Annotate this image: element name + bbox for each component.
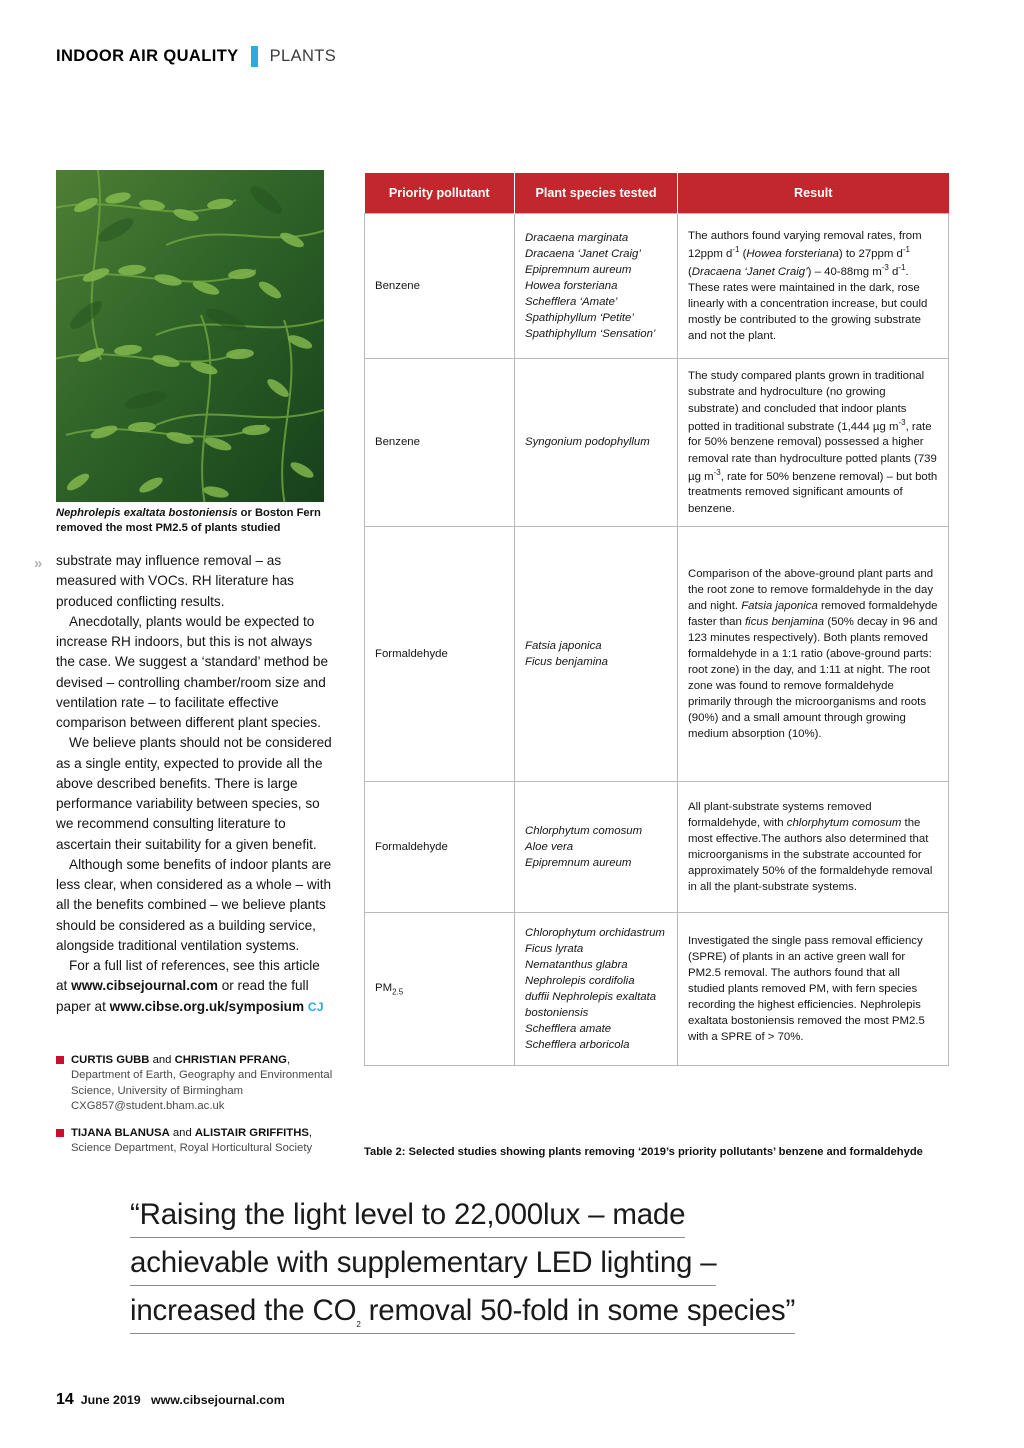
- byline-1: [56, 1053, 336, 1114]
- byline-1-comma: ,: [286, 1054, 291, 1066]
- cell-result: The authors found varying removal rates, from 12ppm $d^{-1}$ (Howea forsteriana) to 27ppm $d^{-1}$ (Dracaena ‘Janet Craig’) – 40-88mg $m^{-3}$ $d^{-1}$. These rates were maintained in the dark, rose linearly with a concentration increase, but could mostly be contributed to the growing substrate and not the plant.: [678, 214, 949, 359]
- table-row: [365, 359, 949, 527]
- table-header-species: Plant species tested: [515, 173, 678, 214]
- table-row: [365, 782, 949, 913]
- cell-result: Investigated the single pass removal efficiency (SPRE) of plants in an active green wall for PM2.5 removal. The authors found that all studied plants removed PM, with fern species recording the highest efficiencies. Nephrolepis exaltata bostoniensis removed the most PM2.5 with a SPRE of > 70%.: [678, 913, 949, 1066]
- article-body-column: [34, 551, 332, 1017]
- footer-website: www.cibsejournal.com: [150, 1393, 285, 1407]
- pull-quote-line-3a: increased the CO: [130, 1293, 357, 1327]
- cell-pollutant: Formaldehyde: [365, 782, 515, 913]
- species-item: Ficus benjamina: [525, 656, 608, 668]
- byline-bullet-icon: [56, 1129, 64, 1137]
- byline-1-names: [71, 1053, 336, 1068]
- species-item: Dracaena ‘Janet Craig’: [525, 247, 641, 260]
- studies-table: [364, 173, 949, 1066]
- byline-2-names: [71, 1126, 336, 1141]
- species-item: Howea forsteriana: [525, 279, 618, 292]
- photo-caption-species: Nephrolepis exaltata bostoniensis: [56, 507, 238, 519]
- byline-1-detail: Department of Earth, Geography and Environmental Science, University of Birmingham CXG857@student.bham.ac.uk: [71, 1069, 333, 1112]
- table-row: [365, 527, 949, 782]
- header-section-label: PLANTS: [269, 47, 337, 65]
- photo-caption: [56, 506, 328, 536]
- table-row: [365, 913, 949, 1066]
- issue-date: June 2019: [80, 1393, 141, 1407]
- species-item: Chlorphytum comosum: [525, 824, 643, 837]
- cell-result: Comparison of the above-ground plant parts and the root zone to remove formaldehyde in the day and night. Fatsia japonica removed formaldehyde faster than ficus benjamina (50% decay in 96 and 123 minutes respectively). Both plants removed formaldehyde in a 1:1 ratio (above-ground parts: root zone) in the day, and 1:11 at night. The root zone was found to remove formaldehyde primarily through the microorganisms and roots (90%) and a small amount through growing medium absorption (10%).: [678, 527, 949, 782]
- pull-quote-line-3b: removal 50-fold in some species”: [360, 1293, 796, 1327]
- species-item: Nephrolepis cordifolia: [525, 974, 635, 987]
- species-item: Dracaena marginata: [525, 231, 629, 244]
- byline-2-author-2: ALISTAIR GRIFFITHS: [194, 1127, 309, 1139]
- cell-species: [515, 214, 678, 359]
- pull-quote-subscript: 2: [356, 1319, 361, 1329]
- photo-caption-rest: or Boston Fern removed the most PM2.5 of plants studied: [56, 507, 321, 534]
- page-header: [56, 46, 336, 67]
- cell-result: The study compared plants grown in traditional substrate and hydroculture (no growing substrate) and concluded that indoor plants potted in traditional substrate (1,444 µg $m^{-3}$, rate for 50% benzene removal) possessed a higher removal rate than hydroculture potted plants (739 µg $m^{-3}$, rate for 50% benzene removal) – but both treatments removed significant amounts of benzene.: [678, 359, 949, 527]
- species-item: Epipremnum aureum: [525, 263, 632, 276]
- body-paragraph-3: We believe plants should not be considered as a single entity, expected to provide all the above described benefits. There is large performance variability between species, so we recommend consulting literature to ascertain their suitability for a given benefit.: [56, 735, 332, 852]
- cibsejournal-link[interactable]: www.cibsejournal.com: [71, 978, 218, 994]
- cell-pollutant: $PM_{2.5}$: [365, 913, 515, 1066]
- continuation-arrow-icon: »: [34, 555, 43, 572]
- species-item: Ficus lyrata: [525, 942, 584, 955]
- cj-logo-mark: CJ: [307, 999, 324, 1014]
- species-item: duffii Nephrolepis exaltata: [525, 991, 657, 1003]
- body-paragraph-2: Anecdotally, plants would be expected to increase RH indoors, but this is not always the case. We suggest a ‘standard’ method be devised – controlling chamber/room size and ventilation rate – to facilitate effective comparison between different plant species.: [56, 613, 329, 730]
- species-item: Epipremnum aureum: [525, 857, 632, 870]
- byline-2-comma: ,: [308, 1127, 313, 1139]
- table-header-pollutant: Priority pollutant: [365, 173, 515, 214]
- byline-1-author-1: CURTIS GUBB: [71, 1054, 150, 1066]
- header-divider-bar: [251, 46, 258, 67]
- studies-table-container: [364, 173, 948, 1066]
- byline-2: [56, 1126, 336, 1157]
- species-item: Schefflera arboricola: [525, 1039, 630, 1052]
- species-item: Spathiphyllum ‘Sensation’: [525, 328, 656, 341]
- page-footer: [56, 1391, 285, 1409]
- symposium-link[interactable]: www.cibse.org.uk/symposium: [109, 998, 305, 1014]
- page-number: 14: [56, 1391, 74, 1408]
- byline-2-author-1: TIJANA BLANUSA: [71, 1127, 170, 1139]
- cell-result: All plant-substrate systems removed formaldehyde, with chlorphytum comosum the most effective.The authors also determined that microorganisms in the substrate accounted for approximately 50% of the formaldehyde removal in all the plant-substrate systems.: [678, 782, 949, 913]
- boston-fern-photo: [56, 170, 324, 502]
- body-paragraph-5: [56, 956, 332, 1017]
- table-header-row: [365, 173, 949, 214]
- byline-1-conjunction: and: [149, 1054, 175, 1066]
- cell-pollutant: Benzene: [365, 214, 515, 359]
- cell-species: [515, 359, 678, 527]
- table-body: [365, 214, 949, 1066]
- body-paragraph-1: substrate may influence removal – as measured with VOCs. RH literature has produced conflicting results.: [56, 553, 294, 609]
- fern-illustration: [56, 170, 324, 502]
- references-text-b: or read the full paper at: [56, 978, 309, 1014]
- byline-1-author-2: CHRISTIAN PFRANG: [174, 1054, 287, 1066]
- references-text-a: For a full list of references, see this article at: [56, 958, 320, 994]
- species-item: Nematanthus glabra: [525, 958, 628, 971]
- cell-species: [515, 527, 678, 782]
- author-bylines: [56, 1053, 336, 1169]
- species-item: Fatsia japonica: [525, 639, 602, 652]
- species-item: Spathiphyllum ‘Petite’: [525, 312, 634, 325]
- byline-bullet-icon: [56, 1056, 64, 1064]
- byline-2-detail: Science Department, Royal Horticultural Society: [71, 1142, 313, 1155]
- pull-quote: [130, 1196, 930, 1340]
- species-item: Schefflera ‘Amate’: [525, 296, 618, 309]
- cell-species: [515, 913, 678, 1066]
- table-row: [365, 214, 949, 359]
- table-header-result: Result: [678, 173, 949, 214]
- cell-species: [515, 782, 678, 913]
- species-item: Aloe vera: [525, 840, 574, 853]
- cell-pollutant: Benzene: [365, 359, 515, 527]
- species-item: Chlorophytum orchidastrum: [525, 926, 665, 939]
- species-item: Schefflera amate: [525, 1023, 612, 1036]
- species-item: bostoniensis: [525, 1007, 589, 1020]
- table-caption: Table 2: Selected studies showing plants removing ‘2019’s priority pollutants’ benzene and formaldehyde: [364, 1146, 923, 1158]
- byline-2-conjunction: and: [169, 1127, 195, 1139]
- pull-quote-line-1: “Raising the light level to 22,000lux – made: [130, 1196, 685, 1238]
- species-item: Syngonium podophyllum: [525, 436, 650, 449]
- header-kicker: INDOOR AIR QUALITY: [56, 47, 239, 65]
- cell-pollutant: Formaldehyde: [365, 527, 515, 782]
- pull-quote-line-3: [130, 1292, 795, 1334]
- pull-quote-line-2: achievable with supplementary LED lighting –: [130, 1244, 716, 1286]
- body-paragraph-4: Although some benefits of indoor plants are less clear, when considered as a whole – with all the benefits combined – we believe plants should be considered as a building service, alongside traditional ventilation systems.: [56, 856, 332, 953]
